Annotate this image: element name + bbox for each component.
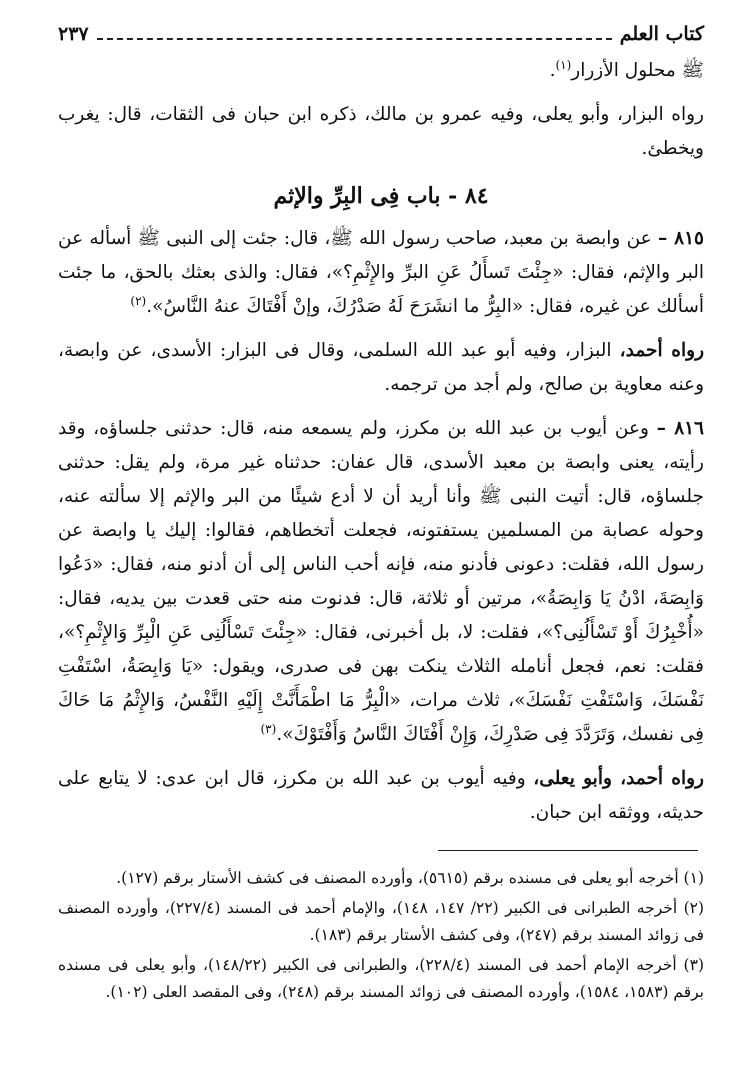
narration-816-text: وفيه أيوب بن عبد الله بن مكرز، قال ابن عدى: لا يتابع على حديثه، ووثقه ابن حبان. [58,768,704,823]
hadith-815-number: ٨١٥ – [658,228,704,249]
continuation-paragraph: ﷺ محلول الأزرار$^{(١)}$. [549,57,704,81]
chapter-heading: ٨٤ - باب فِى البِرِّ والإثم [273,183,489,209]
hadith-815 [58,222,704,324]
hadith-815-text: عن وابصة بن معبد، صاحب رسول الله ﷺ، قال: جئت إلى النبى ﷺ أسأله عن البر والإثم، فقال: «جِئْتَ تَسأَلُ عَنِ البرِّ والإِثْمِ؟»، فقال: والذى بعثك بالحق، ما جئت أسألك عن غيره، فقال: «البِرُّ ما انشَرَحَ لَهُ صَدْرُكَ، وإنْ أَفْتَاكَ عنهُ النَّاسُ». [58,228,704,317]
narration-815-text: البزار، وفيه أبو عبد الله السلمى، وقال فى البزار: الأسدى، عن وابصة، وعنه معاوية بن صالح، ولم أجد من ترجمه. [58,340,704,395]
hadith-816-text: وعن أيوب بن عبد الله بن مكرز، ولم يسمعه منه، قال: حدثنى جلساؤه، وقد رأيته، يعنى وابصة بن معبد الأسدى، قال عفان: حدثناه غير مرة، ولم يقل: حدثنى جلساؤه، قال: أتيت النبى ﷺ وأنا أريد أن لا أدع شيئًا من البر والإثم إلا سألته عنه، وحوله عصابة من المسلمين يستفتونه، فجعلت أتخطاهم، فقالوا: إليك يا وابصة عن رسول الله، فقلت: دعونى فأدنو منه، فإنه أحب الناس إلى أن أدنو منه، فقال: «دَعُوا وَابِصَةَ، ادْنُ يَا وَابِصَةُ»، مرتين أو ثلاثة، قال: فدنوت منه حتى قعدت بين يديه، فقال: «أُخْبِرُكَ أَوْ تَسْأَلُنِى؟»، فقلت: لا، بل أخبرنى، فقال: «جِئْتَ تَسْأَلُنِى عَنِ الْبِرِّ وَالإِثْمِ؟»، فقلت: نعم، فجعل أنامله الثلاث ينكت بهن فى صدرى، ويقول: «يَا وَابِصَةُ، اسْتَفْتِ نَفْسَكَ، وَاسْتَفْتِ نَفْسَكَ»، ثلاث مرات، «الْبِرُّ مَا اطْمَأَنَّتْ إِلَيْهِ النَّفْسُ، وَالإِثْمُ مَا حَاكَ فِى نفسك، وَتَرَدَّدَ فِى صَدْرِكَ، وَإِنْ أَفْتَاكَ النَّاسُ وَأَفْتَوْكَ». [58,418,704,745]
book-title: كتاب العلم [619,23,704,45]
footnote-ref-3: (٣) [260,721,277,736]
footnote-1: (١) أخرجه أبو يعلى فى مسنده برقم (٥٦١٥)، وأورده المصنف فى كشف الأستار برقم (١٢٧). [116,869,704,887]
footnote-ref-1: (١) [555,57,572,72]
narration-816-lead: رواه أحمد، وأبو يعلى، [533,768,704,789]
header-dashed-rule [97,38,612,40]
footnote-3: (٣) أخرجه الإمام أحمد فى المسند (٢٢٨/٤)، والطبرانى فى الكبير (١٤٨/٢٢)، وأبو يعلى فى مسنده برقم (١٥٨٣، ١٥٨٤)، وأورده المصنف فى زوائد المسند برقم (٢٤٨)، وفى المقصد العلى (١٠٢). [58,956,704,1001]
page-number: ٢٣٧ [58,23,89,45]
hadith-816-number: ٨١٦ – [656,418,704,439]
continuation-text: ﷺ محلول الأزرار [571,60,704,81]
narration-815-lead: رواه أحمد، [619,340,705,361]
footnote-ref-2: (٢) [130,293,147,308]
hadith-816 [58,412,704,752]
narration-815 [58,334,704,402]
footnotes [58,865,704,1006]
narration-paragraph-1: رواه البزار، وأبو يعلى، وفيه عمرو بن مالك، ذكره ابن حبان فى الثقات، قال: يغرب ويخطئ. [58,104,704,159]
footnote-2: (٢) أخرجه الطبرانى فى الكبير (٢٢/ ١٤٧، ١٤٨)، والإمام أحمد فى المسند (٢٢٧/٤)، وأورده المصنف فى زوائد المسند برقم (٢٤٧)، وفى كشف الأستار برقم (١٨٣). [58,899,705,944]
running-header [58,20,704,48]
narration-816 [58,762,704,830]
footnote-separator [438,850,698,851]
